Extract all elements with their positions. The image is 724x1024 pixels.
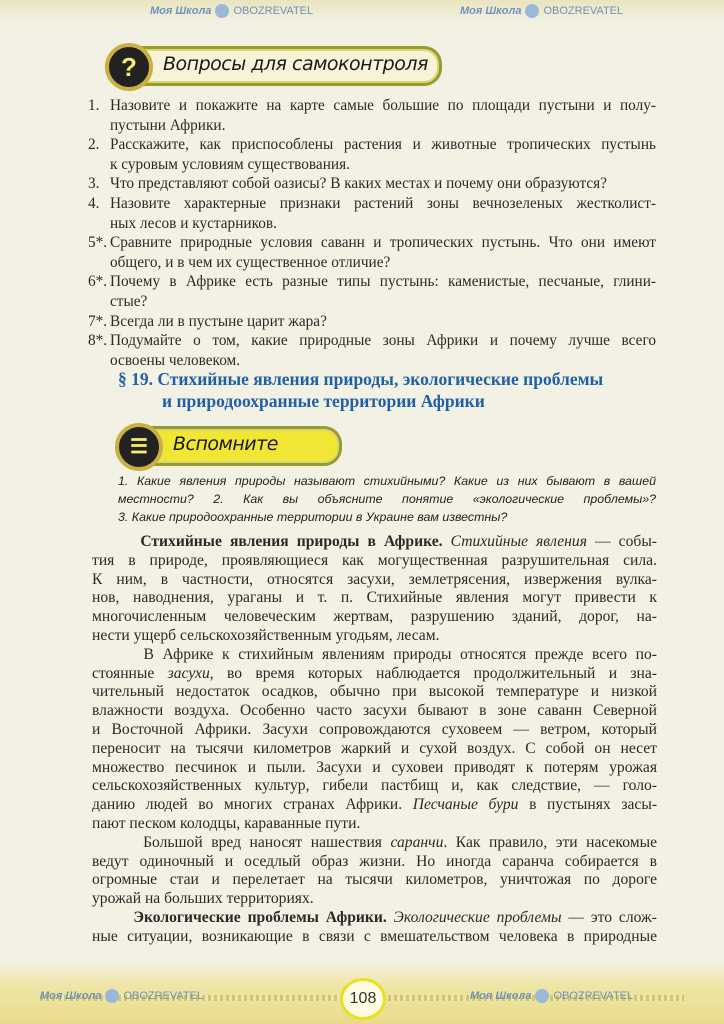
question-text: ных лесов и кустарников. (110, 214, 277, 232)
body-text-run: — собы- (586, 533, 657, 550)
watermark-brand: Моя Школа (150, 5, 212, 17)
question-item (88, 272, 656, 311)
recall-banner (118, 426, 342, 466)
body-text-run: влажности воздуха. Особенно часто засухи бывают в зоне саванн Северной (92, 702, 657, 720)
question-item (88, 233, 656, 272)
watermark (40, 988, 203, 1004)
watermark-brand: OBOZREVATEL (543, 5, 624, 17)
question-text: Что представляют собой оазисы? В каких местах и почему они образуются? (110, 175, 607, 193)
recall-line: 1. Какие явления природы называют стихийными? Какие из них бывают в вашей (118, 474, 656, 488)
body-text-run: в пустынях засы- (518, 796, 658, 814)
body-text-run: . Как правило, эти насекомые (443, 833, 657, 851)
body-line (92, 834, 657, 853)
watermark-logo-icon (535, 989, 549, 1003)
body-text-run: сельскохозяйственных культур, гибели пастбищ и, как следствие, — голо- (92, 777, 657, 795)
body-line (92, 740, 657, 759)
self-check-banner (108, 46, 442, 86)
watermark (470, 988, 633, 1004)
watermark-brand: Моя Школа (460, 5, 522, 17)
body-text-run: ные ситуации, возникающие в связи с вмешательством человека в природные (92, 927, 657, 945)
body-line (92, 608, 657, 627)
question-item (88, 312, 656, 332)
body-line (92, 909, 657, 928)
term-text: Экологические проблемы (393, 908, 562, 926)
section-number: § 19. (118, 369, 153, 389)
watermark-brand: OBOZREVATEL (553, 990, 634, 1002)
body-text-run: урожай на больших территориях. (92, 890, 314, 908)
body-text-run: В Африке к стихийным явлениям природы относятся прежде всего по- (92, 645, 657, 663)
question-item (88, 194, 656, 233)
question-item (88, 331, 656, 370)
question-number: 1. (88, 97, 100, 114)
body-line (92, 533, 657, 552)
body-line (92, 571, 657, 590)
list-icon: ☰ (115, 423, 163, 471)
question-number: 4. (88, 195, 100, 212)
question-item (88, 96, 656, 135)
question-text: стые? (110, 292, 148, 310)
term-text: Стихийные явления (450, 533, 587, 550)
body-text-run: многочисленным человеческим жертвам, разрушению зданий, дорог, на- (92, 608, 657, 626)
body-line (92, 759, 657, 778)
section-title-line2: и природоохранные территории Африки (162, 391, 485, 411)
watermark-logo-icon (525, 4, 539, 18)
question-number: 6*. (88, 273, 108, 291)
term-text: засухи (167, 664, 210, 682)
watermark (460, 3, 623, 19)
body-text-run: данию людей во многих странах Африки. (92, 796, 413, 814)
body-text-run: тия в природе, проявляющиеся как могущественная разрушительная сила. (92, 551, 657, 569)
body-line (92, 928, 657, 947)
question-text: пустыни Африки. (110, 116, 226, 134)
question-text: Расскажите, как приспособлены растения и животные тропических пустынь (110, 136, 656, 154)
body-text-run: пают песком колодцы, караванные пути. (92, 814, 361, 832)
body-text-run: ведут одиночный и оседлый образ жизни. Но иногда саранча собирается в (92, 852, 657, 870)
question-text: Подумайте о том, какие природные зоны Африки и почему лучше всего (110, 332, 656, 350)
question-text: Назовите и покажите на карте самые большие по площади пустыни и полу- (110, 97, 656, 114)
watermark-brand: Моя Школа (470, 990, 532, 1002)
body-text-run: Большой вред наносят нашествия (92, 833, 391, 851)
question-item (88, 135, 656, 174)
question-number: 5*. (88, 234, 108, 252)
question-text: Сравните природные условия саванн и тропических пустынь. Что они имеют (110, 234, 656, 252)
watermark-brand: OBOZREVATEL (123, 990, 204, 1002)
watermark-brand: OBOZREVATEL (233, 5, 314, 17)
body-line (92, 552, 657, 571)
term-text: саранчи (390, 833, 444, 851)
body-line (92, 871, 657, 890)
question-number: 2. (88, 136, 100, 154)
body-line (92, 665, 657, 684)
body-text-run: и Восточной Африки. Засухи сопровождаются суховеем — ветром, который (92, 720, 657, 738)
section-title (118, 368, 603, 412)
recall-line: местности? 2. Как вы объясните понятие «экологические проблемы»? (118, 492, 656, 506)
question-number: 7*. (88, 312, 108, 330)
body-line (92, 853, 657, 872)
body-text (92, 533, 657, 947)
body-text-run: огромные стаи и перелетает на тысячи километров, уничтожая по дороге (92, 871, 657, 889)
question-mark-icon: ? (105, 43, 153, 91)
body-line (92, 589, 657, 608)
body-line (92, 777, 657, 796)
body-line (92, 683, 657, 702)
body-line (92, 721, 657, 740)
body-line (92, 890, 657, 909)
question-number: 8*. (88, 332, 108, 350)
question-text: общего, и в чем их существенное отличие? (110, 253, 391, 271)
question-item (88, 174, 656, 194)
body-text-run: нов, наводнения, ураганы и т. п. Стихийные явления могут привести к (92, 589, 657, 607)
watermark-logo-icon (105, 989, 119, 1003)
recall-line: 3. Какие природоохранные территории в Украине вам известны? (118, 510, 508, 524)
watermark-brand: Моя Школа (40, 990, 102, 1002)
body-text-run: , во время которых наблюдается продолжительный и зна- (209, 664, 657, 682)
term-text: Песчаные бури (412, 796, 519, 814)
page-number: 108 (340, 978, 386, 1020)
body-line (92, 796, 657, 815)
body-text-run: переносит на тысячи километров жаркий и сухой воздух. С собой он несет (92, 739, 657, 757)
question-number: 3. (88, 175, 100, 193)
body-line (92, 646, 657, 665)
question-text: освоены человеком. (110, 351, 241, 369)
self-check-heading: Вопросы для самоконтроля (163, 53, 428, 75)
recall-heading: Вспомните (173, 433, 278, 455)
question-text: Почему в Африке есть разные типы пустынь: каменистые, песчаные, глини- (110, 273, 656, 291)
body-text-run: нести ущерб сельскохозяйственным угодьям, лесам. (92, 626, 440, 644)
body-line (92, 627, 657, 646)
question-text: Назовите характерные признаки растений зоны вечнозеленых жестколист- (110, 195, 656, 212)
body-line (92, 815, 657, 834)
subheading-text: Стихийные явления природы в Африке. (92, 533, 451, 550)
body-line (92, 702, 657, 721)
body-text-run: чительный недостаток осадков, обычно при высокой температуре и низкой (92, 683, 657, 701)
body-text-run: — это слож- (561, 908, 657, 926)
question-text: к суровым условиям существования. (110, 155, 350, 173)
watermark (150, 3, 313, 19)
body-text-run: стоянные (92, 664, 168, 682)
question-text: Всегда ли в пустыне царит жара? (110, 312, 327, 330)
watermark-logo-icon (215, 4, 229, 18)
subheading-text: Экологические проблемы Африки. (92, 908, 394, 926)
section-title-line1: Стихийные явления природы, экологические проблемы (157, 369, 604, 389)
recall-questions (118, 472, 656, 526)
body-text-run: множество песчинок и пыли. Засухи и суховеи приводят к потерям урожая (92, 758, 657, 776)
body-text-run: К ним, в частности, относятся засухи, землетрясения, извержения вулка- (92, 570, 657, 588)
